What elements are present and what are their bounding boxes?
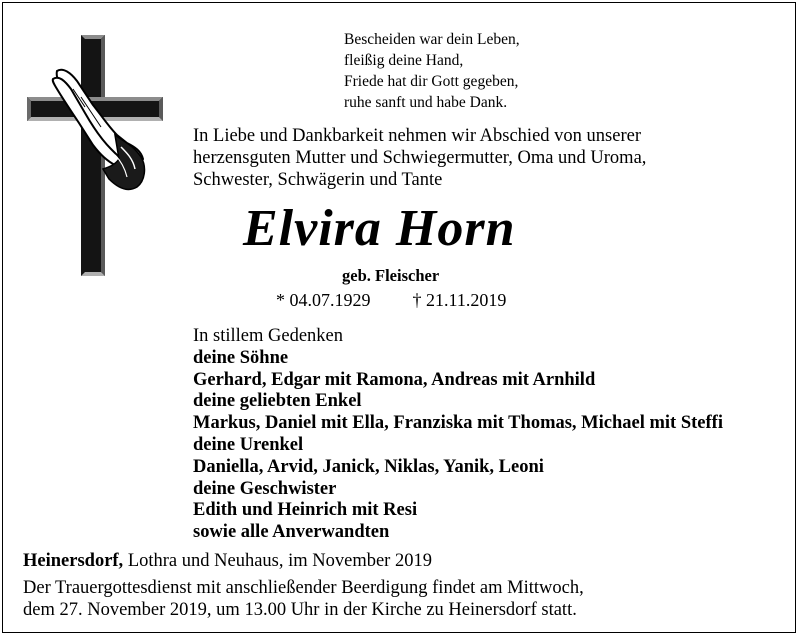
- deceased-name: Elvira Horn: [243, 200, 516, 257]
- cross-icon: [23, 31, 168, 286]
- mourner-line: Gerhard, Edgar mit Ramona, Andreas mit Arnhild: [193, 369, 596, 390]
- poem-line: fleißig deine Hand,: [344, 52, 464, 69]
- place-date-line: [23, 551, 432, 572]
- intro-line: herzensguten Mutter und Schwiegermutter, Oma und Uroma,: [193, 148, 647, 168]
- mourner-line: deine Geschwister: [193, 478, 337, 499]
- mourner-line: Daniella, Arvid, Janick, Niklas, Yanik, Leoni: [193, 456, 544, 477]
- mourner-line: Markus, Daniel mit Ella, Franziska mit Thomas, Michael mit Steffi: [193, 413, 723, 434]
- mourner-line: Edith und Heinrich mit Resi: [193, 500, 418, 521]
- service-line: dem 27. November 2019, um 13.00 Uhr in der Kirche zu Heinersdorf statt.: [23, 599, 577, 620]
- obituary-notice: [2, 2, 796, 633]
- mourner-line: deine Urenkel: [193, 434, 304, 455]
- life-dates: [276, 290, 506, 311]
- place-town: Heinersdorf,: [23, 551, 124, 571]
- intro-text: [193, 125, 646, 191]
- mourner-line: deine geliebten Enkel: [193, 391, 362, 412]
- service-info: [23, 578, 584, 621]
- mourner-line: sowie alle Anverwandten: [193, 522, 390, 543]
- mourners-list: [193, 326, 723, 544]
- service-line: Der Trauergottesdienst mit anschließender Beerdigung findet am Mittwoch,: [23, 578, 584, 598]
- mourners-heading: In stillem Gedenken: [193, 326, 344, 346]
- mourner-line: deine Söhne: [193, 347, 289, 368]
- place-rest: Lothra und Neuhaus, im November 2019: [123, 551, 432, 571]
- poem: [344, 29, 520, 113]
- death-date: † 21.11.2019: [412, 290, 507, 310]
- poem-line: ruhe sanft und habe Dank.: [344, 94, 508, 111]
- birth-date: * 04.07.1929: [276, 290, 371, 310]
- poem-line: Friede hat dir Gott gegeben,: [344, 73, 519, 90]
- intro-line: In Liebe und Dankbarkeit nehmen wir Abschied von unserer: [193, 126, 641, 146]
- poem-line: Bescheiden war dein Leben,: [344, 31, 520, 48]
- intro-line: Schwester, Schwägerin und Tante: [193, 170, 443, 190]
- maiden-name: geb. Fleischer: [342, 266, 440, 285]
